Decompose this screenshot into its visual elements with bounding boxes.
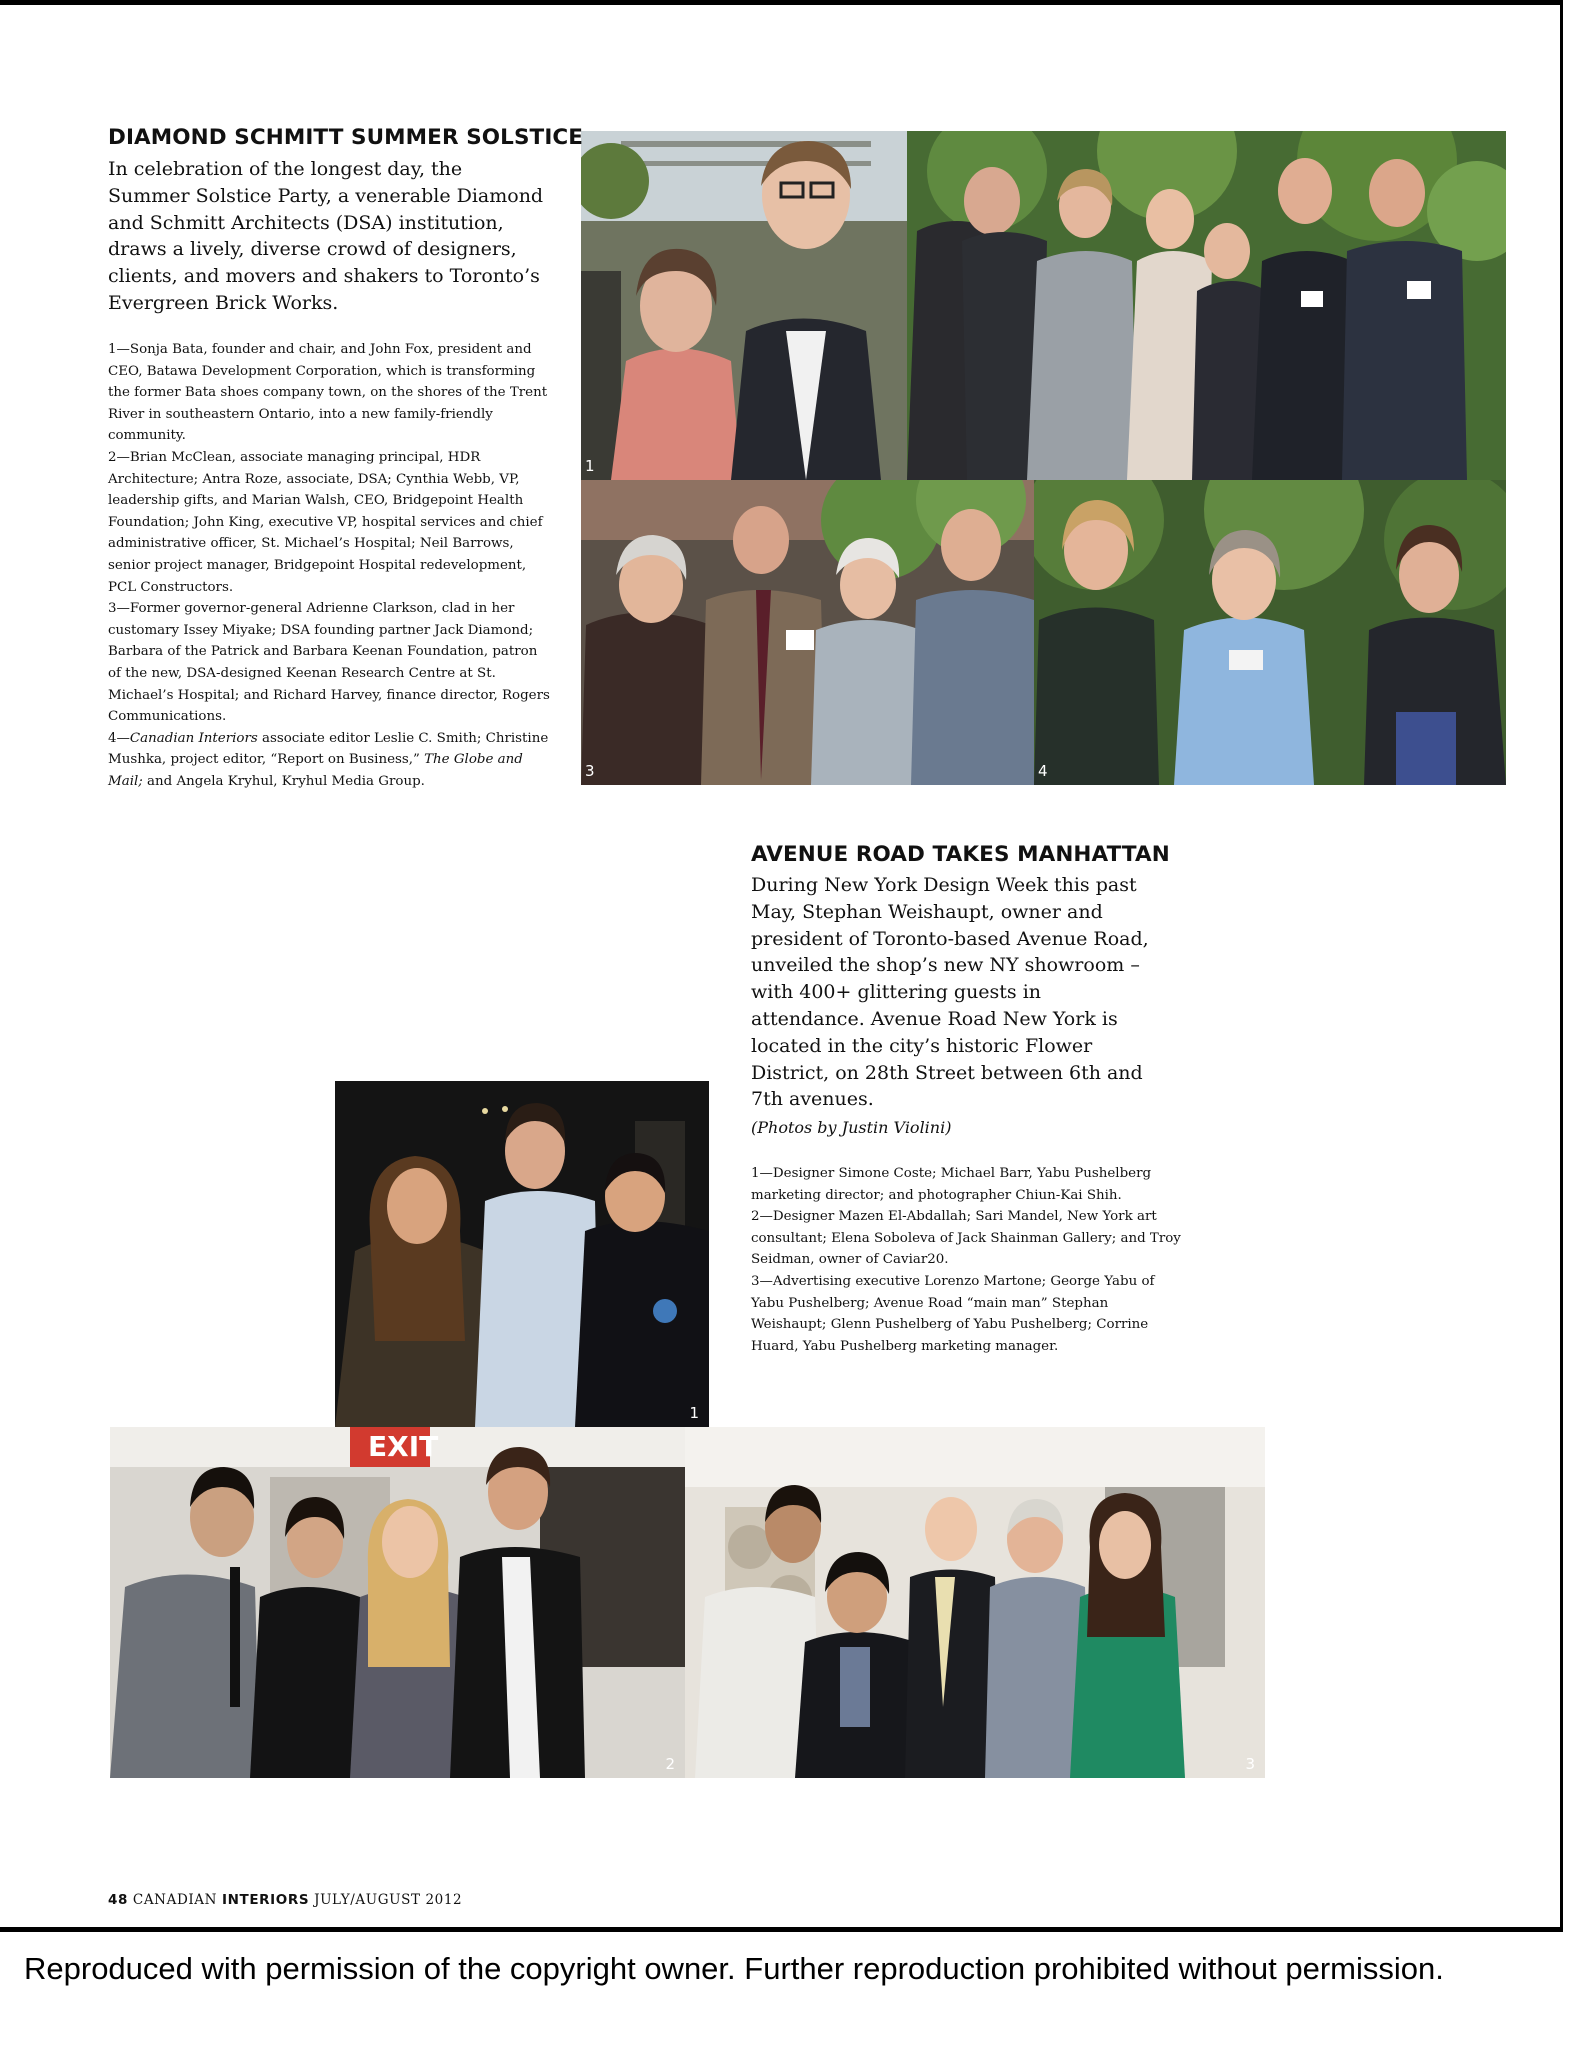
page-number: 48 bbox=[108, 1892, 128, 1908]
photo-credit: (Photos by Justin Violini) bbox=[751, 1118, 952, 1137]
issue-date: JULY/AUGUST 2012 bbox=[314, 1892, 463, 1908]
photo-simone-coste-group bbox=[335, 1081, 709, 1427]
article-heading-avenue-road: AVENUE ROAD TAKES MANHATTAN bbox=[751, 842, 1170, 867]
article-heading-summer-solstice: DIAMOND SCHMITT SUMMER SOLSTICE bbox=[108, 125, 584, 150]
article-intro-summer-solstice: In celebration of the longest day, the Summer Solstice Party, a venerable Diamond and Schmitt Architects (DSA) institution, draws a lively, diverse crowd of designers, clients, and movers and shakers to Toronto’s Evergreen Brick Works. bbox=[108, 158, 544, 314]
caption-list-avenue-road bbox=[751, 1163, 1181, 1357]
photo-lorenzo-martone-group bbox=[685, 1427, 1265, 1778]
photo-number: 1 bbox=[689, 1404, 699, 1422]
photo-canadian-interiors-editors bbox=[1034, 480, 1506, 785]
caption-item: 2—Brian McClean, associate managing principal, HDR Architecture; Antra Roze, associate, DSA; Cynthia Webb, VP, leadership gifts, and Marian Walsh, CEO, Bridgepoint Health Foundation; John King, executive VP, hospital services and chief administrative officer, St. Michael’s Hospital; Neil Barrows, senior project manager, Bridgepoint Hospital redevelopment, PCL Constructors. bbox=[108, 449, 543, 595]
magazine-name-bold: INTERIORS bbox=[221, 1892, 310, 1908]
photo-number: 3 bbox=[585, 762, 595, 780]
photo-mazen-el-abdallah-group bbox=[110, 1427, 685, 1778]
page-folio bbox=[108, 1892, 462, 1908]
photo-brian-mcclean-group bbox=[907, 131, 1506, 480]
photo-sonja-bata-john-fox bbox=[581, 131, 907, 480]
caption-item: 3—Former governor-general Adrienne Clarkson, clad in her customary Issey Miyake; DSA founding partner Jack Diamond; Barbara of the Patrick and Barbara Keenan Foundation, patron of the new, DSA-designed Keenan Research Centre at St. Michael’s Hospital; and Richard Harvey, finance director, Rogers Communications. bbox=[108, 601, 550, 725]
photo-number: 1 bbox=[585, 457, 595, 475]
caption-item: 1—Designer Simone Coste; Michael Barr, Yabu Pushelberg marketing director; and photographer Chiun-Kai Shih. bbox=[751, 1166, 1152, 1203]
article-intro-avenue-road: During New York Design Week this past May, Stephan Weishaupt, owner and president of Toronto-based Avenue Road, unveiled the shop’s new NY showroom – with 400+ glittering guests in attendance. Avenue Road New York is located in the city’s historic Flower District, on 28th Street between 6th and 7th avenues. bbox=[751, 874, 1149, 1111]
caption-list-summer-solstice bbox=[108, 339, 550, 792]
caption-item: 2—Designer Mazen El-Abdallah; Sari Mandel, New York art consultant; Elena Soboleva of Jack Shainman Gallery; and Troy Seidman, owner of Caviar20. bbox=[751, 1209, 1181, 1268]
exit-sign: EXIT bbox=[368, 1430, 439, 1463]
photo-number: 4 bbox=[1038, 762, 1048, 780]
caption-item: 1—Sonja Bata, founder and chair, and John Fox, president and CEO, Batawa Development Corporation, which is transforming the former Bata shoes company town, on the shores of the Trent River in southeastern Ontario, into a new family-friendly community. bbox=[108, 342, 548, 444]
caption-item: 4—Canadian Interiors associate editor Leslie C. Smith; Christine Mushka, project editor, “Report on Business,” The Globe and Mail; and Angela Kryhul, Kryhul Media Group. bbox=[108, 730, 549, 789]
photo-adrienne-clarkson-group bbox=[581, 480, 1034, 785]
magazine-name: CANADIAN bbox=[132, 1892, 218, 1908]
photo-number: 2 bbox=[665, 1755, 675, 1773]
photo-number: 3 bbox=[1245, 1755, 1255, 1773]
copyright-notice: Reproduced with permission of the copyright owner. Further reproduction prohibited without permission. bbox=[24, 1951, 1444, 1986]
caption-item: 3—Advertising executive Lorenzo Martone; George Yabu of Yabu Pushelberg; Avenue Road “main man” Stephan Weishaupt; Glenn Pushelberg of Yabu Pushelberg; Corrine Huard, Yabu Pushelberg marketing manager. bbox=[751, 1273, 1155, 1354]
